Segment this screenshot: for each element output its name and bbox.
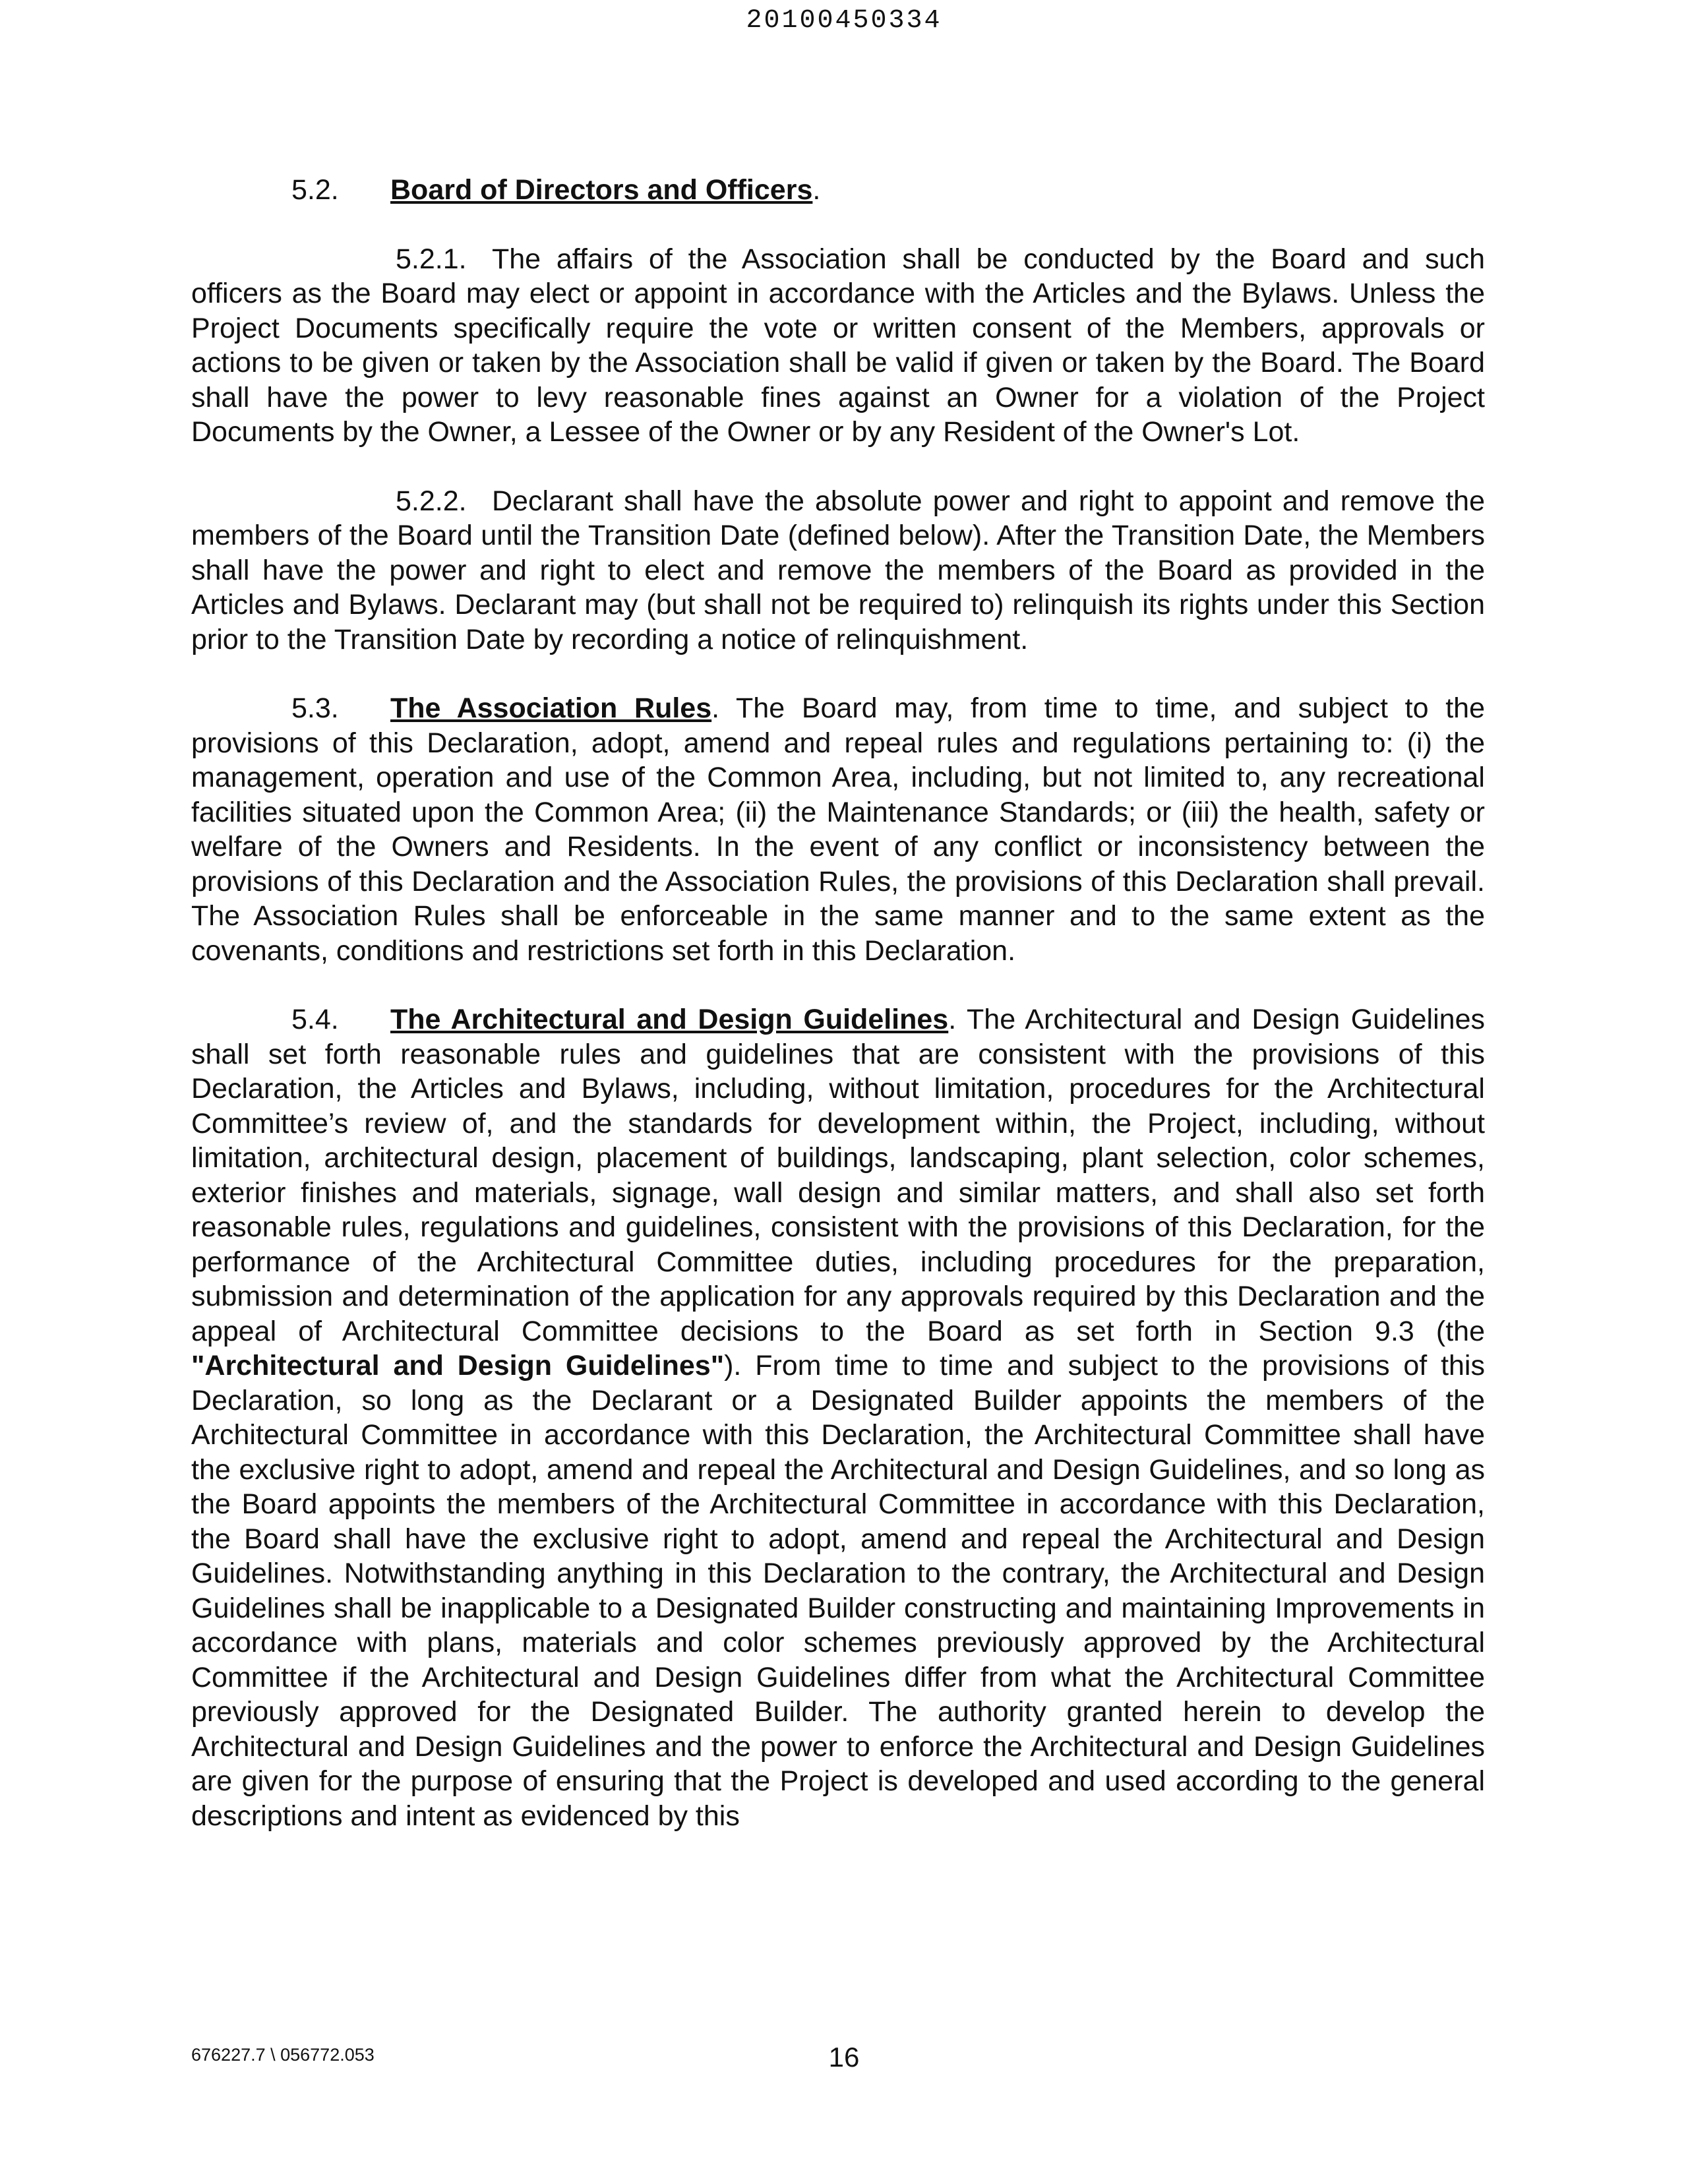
paragraph-text: . The Architectural and Design Guidelines shall set forth reasonable rules and guidelines that are consistent with the provisions of this Declaration, the Articles and Bylaws, including, without limitation, procedures for the Architectural Committee’s review of, and the standards for development within, the Project, including, without limitation, architectural design, placement of buildings, landscaping, plant selection, color schemes, exterior finishes and materials, signage, wall design and similar matters, and shall also set forth reasonable rules, regulations and guidelines, consistent with the provisions of this Declaration, for the performance of the Architectural Committee duties, including procedures for the preparation, submission and determination of the application for any approvals required by this Declaration and the appeal of Architectural Committee decisions to the Board as set forth in Section 9.3 (the — [191, 1004, 1485, 1347]
footer-document-id: 676227.7 \ 056772.053 — [191, 2045, 375, 2065]
heading-period: . — [812, 174, 821, 206]
section-5-2-heading — [191, 173, 1485, 208]
subsection-number: 5.2.1. — [396, 243, 467, 275]
paragraph-text: The affairs of the Association shall be conducted by the Board and such officers as the Board may elect or appoint in accordance with the Articles and the Bylaws. Unless the Project Documents specifically require the vote or written consent of the Members, approvals or actions to be given or taken by the Association shall be valid if given or taken by the Board. The Board shall have the power to levy reasonable fines against an Owner for a violation of the Project Documents by the Owner, a Lessee of the Owner or by any Resident of the Owner's Lot. — [191, 243, 1485, 448]
section-number: 5.4. — [291, 1004, 339, 1035]
document-number: 20100450334 — [746, 6, 942, 36]
section-5-4-paragraph — [191, 1002, 1485, 1833]
section-number: 5.3. — [291, 692, 339, 724]
section-number: 5.2. — [291, 174, 339, 206]
page-number: 16 — [828, 2042, 860, 2073]
document-body — [191, 173, 1485, 1867]
section-5-2-1-paragraph — [191, 242, 1485, 450]
section-5-3-paragraph — [191, 691, 1485, 968]
paragraph-text: Declarant shall have the absolute power and right to appoint and remove the members of the Board until the Transition Date (defined below). After the Transition Date, the Members shall have the power and right to elect and remove the members of the Board as provided in the Articles and Bylaws. Declarant may (but shall not be required to) relinquish its rights under this Section prior to the Transition Date by recording a notice of relinquishment. — [191, 485, 1485, 655]
section-5-2-2-paragraph — [191, 484, 1485, 657]
section-title: The Association Rules — [390, 692, 712, 724]
paragraph-text: . The Board may, from time to time, and subject to the provisions of this Declaration, adopt, amend and repeal rules and regulations pertaining to: (i) the management, operation and use of the Common Area, including, but not limited to, any recreational facilities situated upon the Common Area; (ii) the Maintenance Standards; or (iii) the health, safety or welfare of the Owners and Residents. In the event of any conflict or inconsistency between the provisions of this Declaration and the Association Rules, the provisions of this Declaration shall prevail. The Association Rules shall be enforceable in the same manner and to the same extent as the covenants, conditions and restrictions set forth in this Declaration. — [191, 692, 1485, 967]
subsection-number: 5.2.2. — [396, 485, 467, 517]
paragraph-text-continued: ). From time to time and subject to the provisions of this Declaration, so long as the Declarant or a Designated Builder appoints the members of the Architectural Committee in accordance with this Declaration, the Architectural Committee shall have the exclusive right to adopt, amend and repeal the Architectural and Design Guidelines, and so long as the Board appoints the members of the Architectural Committee in accordance with this Declaration, the Board shall have the exclusive right to adopt, amend and repeal the Architectural and Design Guidelines. Notwithstanding anything in this Declaration to the contrary, the Architectural and Design Guidelines shall be inapplicable to a Designated Builder constructing and maintaining Improvements in accordance with plans, materials and color schemes previously approved by the Architectural Committee if the Architectural and Design Guidelines differ from what the Architectural Committee previously approved for the Designated Builder. The authority granted herein to develop the Architectural and Design Guidelines and the power to enforce the Architectural and Design Guidelines are given for the purpose of ensuring that the Project is developed and used according to the general descriptions and intent as evidenced by this — [191, 1350, 1485, 1832]
section-title: The Architectural and Design Guidelines — [390, 1004, 949, 1035]
section-title: Board of Directors and Officers — [390, 174, 813, 206]
defined-term: "Architectural and Design Guidelines" — [191, 1350, 725, 1381]
